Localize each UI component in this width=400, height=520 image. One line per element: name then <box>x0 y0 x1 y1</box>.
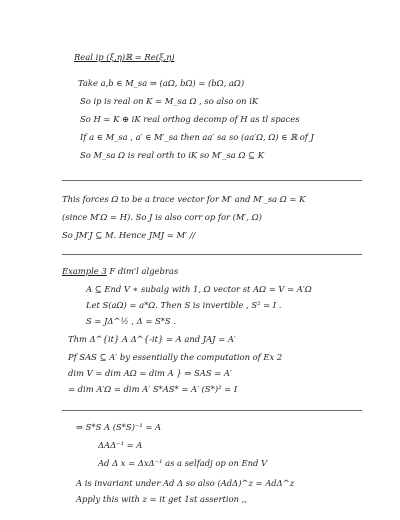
note-line: A is invariant under Ad Δ so also (AdΔ)^z = AdΔ^z <box>76 478 295 488</box>
note-line: ΔAΔ⁻¹ = A <box>98 440 143 450</box>
note-line: So M_sa Ω is real orth to iK so M′_sa Ω ⊆ K <box>80 150 264 160</box>
note-line: So JM′J ⊆ M. Hence JMJ = M′ // <box>62 230 196 240</box>
note-line: A ⊆ End V ∗ subalg with 1, Ω vector st AΩ = V = A′Ω <box>86 284 312 294</box>
note-line: ⇒ S*S A (S*S)⁻¹ = A <box>76 422 162 432</box>
note-line: Thm Δ^{it} A Δ^{-it} = A and JAJ = A′ <box>68 334 236 344</box>
note-line: So ip is real on K = M_sa Ω , so also on iK <box>80 96 259 106</box>
note-line: So H = K ⊕ iK real orthog decomp of H as tl spaces <box>80 114 300 124</box>
note-line: Take a,b ∈ M_sa ⇒ (aΩ, bΩ) = (bΩ, aΩ) <box>78 78 245 88</box>
note-line: Apply this with z = it get 1st assertion ,, <box>76 494 247 504</box>
note-line: dim V = dim AΩ = dim A } ⇒ SAS = A′ <box>68 368 232 378</box>
note-line: S = JΔ^½ , Δ = S*S . <box>86 316 176 326</box>
divider <box>62 180 362 181</box>
note-line: Pf SAS ⊆ A′ by essentially the computation of Ex 2 <box>68 352 283 362</box>
note-line: Ad Δ x = ΔxΔ⁻¹ as a selfadj op on End V <box>98 458 268 468</box>
note-line: = dim A′Ω = dim A′ S*AS* = A′ (S*)² = I <box>68 384 238 394</box>
note-line: (since M′Ω = H). So J is also corr op for (M′, Ω) <box>62 212 262 222</box>
divider <box>62 254 362 255</box>
divider <box>62 410 362 411</box>
section-heading-example-3: Example 3 F dim'l algebras <box>62 266 179 276</box>
note-line: If a ∈ M_sa , a′ ∈ M′_sa then aa′ sa so (aa′Ω, Ω) ∈ ℝ of J <box>80 132 314 142</box>
note-line: This forces Ω to be a trace vector for M′ and M′_sa Ω = K <box>62 194 306 204</box>
note-line: Let S(aΩ) = a*Ω. Then S is invertible , S² = I . <box>86 300 282 310</box>
section-title-real-ip: Real ip (ξ,η)ℝ = Re(ξ,η) <box>74 52 175 62</box>
